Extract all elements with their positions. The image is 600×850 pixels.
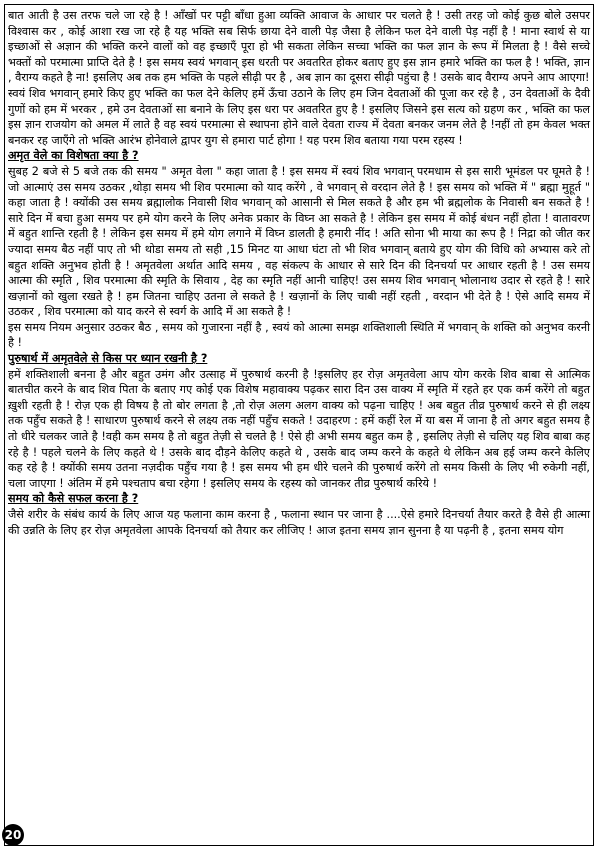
heading-time-success: समय को कैसे सफल करना है ? <box>8 492 139 506</box>
paragraph-intense-effort: हमें शक्तिशाली बनना है और बहुत उमंग और उत्साह में पुरुषार्थ करनी है !इसलिए हर रोज़ अमृतवेला आप योग करके शिव बाबा से आत्मिक बातचीत करने के बाद शिव पिता के बताए गए कोई एक विशेष महावाक्य पढ़कर सारा दिन उस वाक्य में स्मृति में रहते हर एक कर्म करेंगे तो बहुत ख़ुशी रहती है ! रोज़ एक ही विषय है तो बोर लगता है ,तो रोज़ अलग अलग वाक्य को पढ़ना चाहिए ! अब बहुत तीव्र पुरुषार्थ करने से ही लक्ष्य तक पहुँच सकते है ! साधारण पुरुषार्थ करने से लक्ष्य तक नहीं पहुँच सकते ! उदाहरण : हमें कहीं रेल में या बस में जाना है तो अगर बहुत समय है तो धीरे चलकर जाते है !वही कम समय है तो बहुत तेज़ी से चलते है ! ऐसे ही अभी समय बहुत कम है , इसलिए तेज़ी से चलिए यह शिव बाबा कह रहे है ! पहले चलने के लिए कहते थे ! उसके बाद दौड़ने केलिए कहते थे , उसके बाद जम्प करने के कहते थे लेकिन अब हई जम्प करने केलिए कह रहे है ! क्योंकी समय उतना नज़दीक पहुँच गया है ! इस समय भी हम धीरे चलने की पुरुषार्थ करेंगे तो समय किसी के लिए भी रुकेगी नहीं, चला जाएगा ! अंतिम में हमे पश्चताप बचा रहेगा ! इसलिए समय के रहस्य को जानकर तीव्र पुरुषार्थ करिये ! <box>8 367 590 490</box>
page-number-badge: 20 <box>2 824 24 846</box>
paragraph-shiv-elevates: स्वयं शिव भगवान् हमारे किए हुए भक्ति का फल देने केलिए हमें ऊँचा उठाने के लिए हम जिन देवताओं की पूजा कर रहे है , उन देवताओं के दैवी गुणों को हम में भरकर , हमे उन देवताओं सा बनाने के लिए इस धरा पर अवतरित हुए है ! इसलिए जिसने इस सत्य को ग्रहण कर , भक्ति का फल इस ज्ञान राजयोग को अमल में लाते है वह स्वयं परमात्मा से स्थापना होने वाले देवता राज्य में देवता बनकर जनम लेते है !नहीं तो हम केवल भक्त बनकर रह जाएँगे तो भक्ति आरंभ होनेवाले द्वापर युग से हमारा पार्ट होगा ! यह परम शिव बताया गया परम रहस्य ! <box>8 86 590 147</box>
paragraph-amritvela-practice: इस समय नियम अनुसार उठकर बैठ , समय को गुजारना नहीं है , स्वयं को आत्मा समझ शक्तिशाली स्थिति में भगवान् के शक्ति को अनुभव करनी है ! <box>8 320 590 350</box>
paragraph-daily-routine: जैसे शरीर के संबंध कार्य के लिए आज यह फलाना काम करना है , फलाना स्थान पर जाना है ....ऐसे हमारे दिनचर्या तैयार करते है वैसे ही आत्मा की उन्नति के लिए हर रोज़ अमृतवेला आपके दिनचर्या को तैयार कर लीजिए ! आज इतना समय ज्ञान सुनना है या पढ़नी है , इतना समय योग <box>8 508 590 537</box>
paragraph-devotion-fruit: बात आती है उस तरफ चले जा रहे है ! आँखों पर पट्टी बाँधा हुआ व्यक्ति आवाज के आधार पर चलते है ! उसी तरह जो कोई कुछ बोले उसपर विश्वास कर , कोई आशा रख जा रहे है यह भक्ति सब सिर्फ छाया देने वाली पेड़ जैसा है लेकिन फल देने वाली पेड़ नहीं है ! माना स्वार्थ से या इच्छाओं से अज्ञान की भक्ति करने वालों को वह इच्छाएँ पूरा हो भी सकता लेकिन सच्चा भक्ति का फल ज्ञान के रूप में मिलता है ! वैसे सच्चे भक्तों को परमात्मा प्राप्ति देते है ! इस समय स्वयं भगवान् इस धरती पर अवतरित होकर बताए हुए इस ज्ञान हमारे भक्ति का फल है ! भक्ति, ज्ञान , वैराग्य कहते है ना! इसलिए अब तक हम भक्ति के पहले सीढ़ी पर है , अब ज्ञान का दूसरा सीढ़ी पहुंचा है ! उसके बाद वैराग्य अपने आप आएगा! <box>8 9 590 85</box>
heading-amritvela-speciality: अमृत वेले का विशेषता क्या है ? <box>8 149 139 163</box>
paragraph-amritvela-explained: सुबह 2 बजे से 5 बजे तक की समय " अमृत वेला " कहा जाता है ! इस समय में स्वयं शिव भगवान् परमधाम से इस सारी भूमंडल पर घूमते है ! जो आत्माएं उस समय उठकर ,थोड़ा समय भी शिव परमात्मा को याद करेंगे , वे भगवान् से वरदान लेते है ! इस समय को भक्ति में " ब्रह्मा मुहूर्त " कहा जाता है ! क्योंकी उस समय ब्रह्मालोक निवासी शिव भगवान् को आसानी से मिल सकते है और हम भी ब्रह्मलोक के निवासी बन सकते है ! सारे दिन में बचा हुआ समय पर हमे योग करने के लिए अनेक प्रकार के विघ्न आ सकते है ! लेकिन इस समय में कोई बंधन नहीं होता ! वातावरण में बहुत शान्ति रहती है ! लेकिन इस समय में हमे योग लगाने में विघ्न डालती है हमारी नींद ! अति सोना भी माया का रूप है ! निद्रा को जीत कर ज्यादा समय बैठ नहीं पाए तो भी थोडा समय तो सही ,15 मिनट या आधा घंटा तो भी शिव भगवान् बताये हुए योग की विधि को अभ्यास करे तो बहुत शक्ति अनुभव होती है ! अमृतवेला अर्थात आदि समय , वह संकल्प के आधार से सारे दिन की दिनचर्या पर आधार रहती है ! उस समय आत्मा की स्मृति , शिव परमात्मा की स्मृति के सिवाय , देह का स्मृति नहीं आनी चाहिए! उस समय शिव भगवान् भोलानाथ उदार से रहते है ! सारे खज़ानों को खुला रखते है ! हम जितना चाहिए उतना ले सकते है ! खज़ानों के लिए चाबी नहीं रहती , वरदान भी देते है ! ऐसे आदि समय में उठकर , शिव परमात्मा को याद करने से स्वर्ग के आदि में आ सकते है ! <box>8 164 590 319</box>
heading-effort-attention: पुरुषार्थ में अमृतवेले से किस पर ध्यान रखनी है ? <box>8 352 208 366</box>
page-content <box>6 8 592 840</box>
